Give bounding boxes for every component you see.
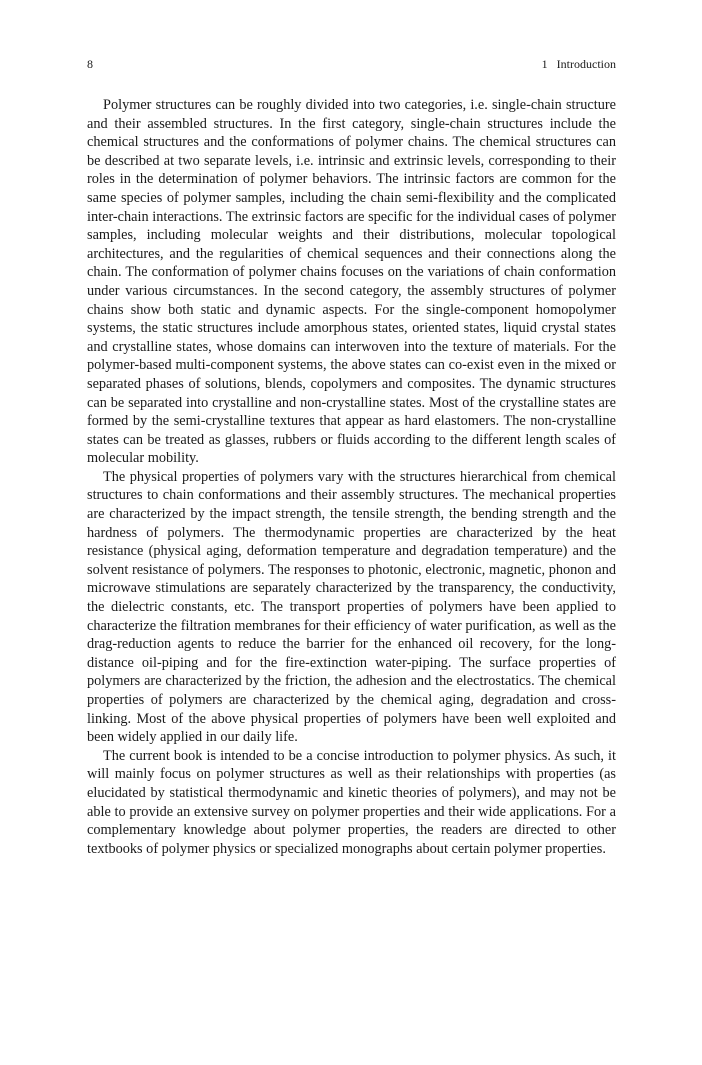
running-head [87, 56, 616, 72]
page-number: 8 [87, 57, 93, 71]
paragraph-polymer-structures: Polymer structures can be roughly divided into two categories, i.e. single-chain structure and their assembled structures. In the first category, single-chain structures include the chemical structures and the conformations of polymer chains. The chemical structures can be described at two separate levels, i.e. intrinsic and extrinsic levels, corresponding to their roles in the determination of polymer behaviors. The intrinsic factors are common for the same species of polymer samples, including the chain semi-flexibility and the complicated inter-chain interactions. The extrinsic factors are specific for the individual cases of polymer samples, including molecular weights and their distributions, molecular topological architectures, and the regularities of chemical sequences and their connections along the chain. The conformation of polymer chains focuses on the variations of chain conformation under various circumstances. In the second category, the assembly structures of polymer chains show both static and dynamic aspects. For the single-component homopolymer systems, the static structures include amorphous states, oriented states, liquid crystal states and crystalline states, whose domains can interwoven into the texture of materials. For the polymer-based multi-component systems, the above states can co-exist even in the mixed or separated phases of solutions, blends, copolymers and composites. The dynamic structures can be separated into crystalline and non-crystalline states. Most of the crystalline states are formed by the semi-crystalline textures that appear as hard elastomers. The non-crystalline states can be treated as glasses, rubbers or fluids according to the different length scales of molecular mobility. [87, 97, 616, 467]
paragraph-physical-properties: The physical properties of polymers vary with the structures hierarchical from chemical structures to chain conformations and their assembly structures. The mechanical properties are characterized by the impact strength, the tensile strength, the bending strength and the hardness of polymers. The thermodynamic properties are characterized by the heat resistance (physical aging, deformation temperature and degradation temperature) and the solvent resistance of polymers. The responses to photonic, electronic, magnetic, phonon and microwave stimulations are separately characterized by the transparency, the conductivity, the dielectric constants, etc. The transport properties of polymers have been applied to characterize the filtration membranes for their efficiency of water purification, as well as the drag-reduction agents to reduce the barrier for the enhanced oil recovery, for the long-distance oil-piping and for the fire-extinction water-piping. The surface properties of polymers are characterized by the friction, the adhesion and the electrostatics. The chemical properties of polymers are characterized by the chemical aging, degradation and cross-linking. Most of the above physical properties of polymers have been well exploited and been widely applied in our daily life. [87, 468, 616, 746]
body-text [87, 96, 616, 858]
chapter-label: 1 Introduction [541, 57, 616, 71]
paragraph-book-scope: The current book is intended to be a concise introduction to polymer physics. As such, it will mainly focus on polymer structures as well as their relationships with properties (as elucidated by statistical thermodynamic and kinetic theories of polymers), and may not be able to provide an extensive survey on polymer properties and their wide applications. For a complementary knowledge about polymer properties, the readers are directed to other textbooks of polymer physics or specialized monographs about certain polymer properties. [87, 747, 616, 857]
